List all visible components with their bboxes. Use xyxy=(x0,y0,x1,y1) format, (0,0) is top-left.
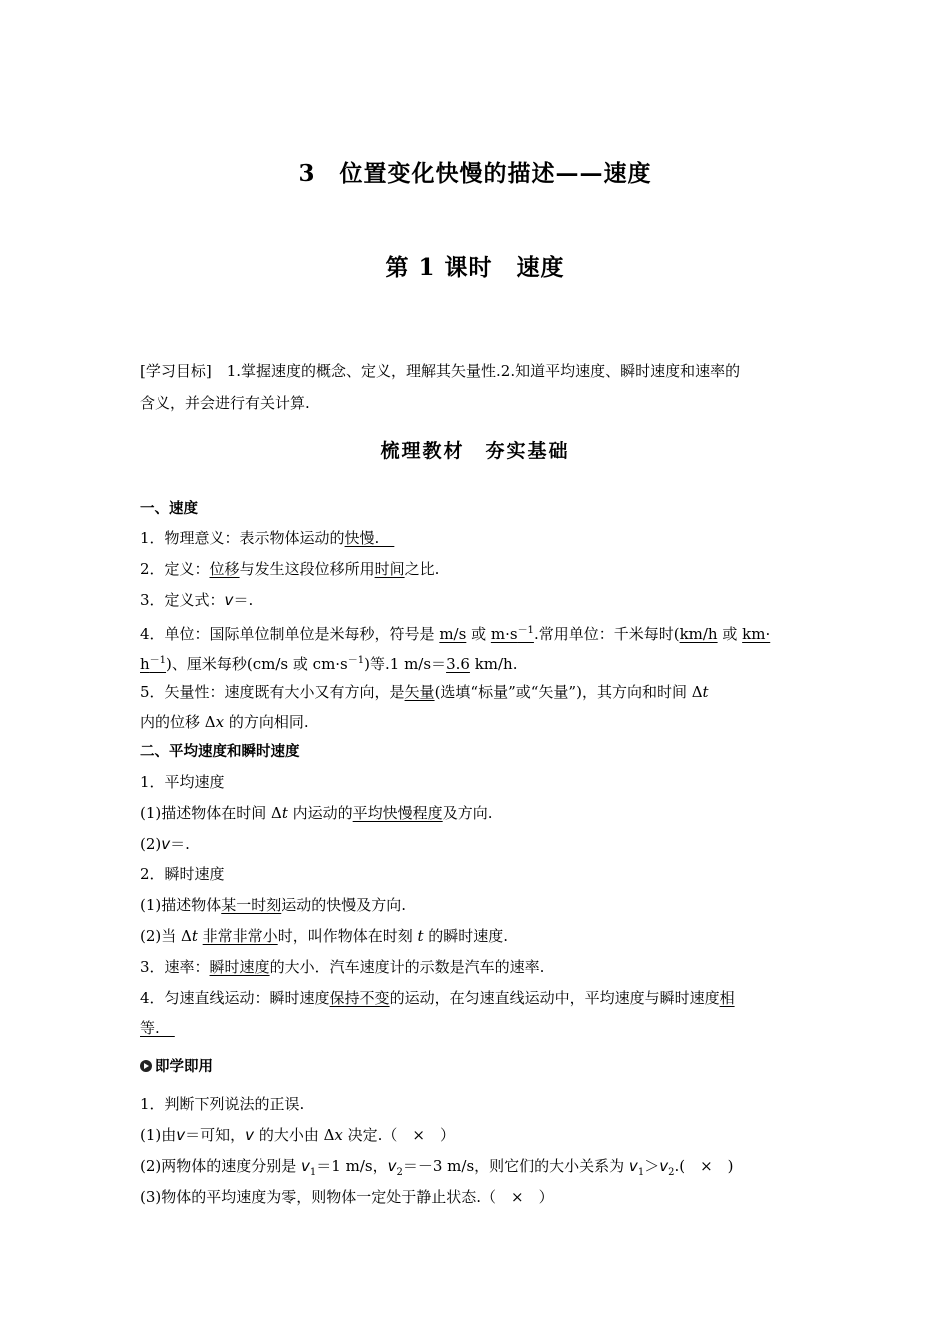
part1-item4-line1 xyxy=(140,621,812,644)
variable: x xyxy=(334,1126,343,1144)
practice-q1c: (3)物体的平均速度为零，则物体一定处于静止状态.（ × ） xyxy=(140,1188,554,1206)
part1-heading: 一、速度 xyxy=(140,501,198,517)
text: 或 xyxy=(466,625,491,643)
blank-answer: 位移 xyxy=(209,560,240,578)
text: 的运动，在匀速直线运动中，平均速度与瞬时速度 xyxy=(389,989,720,1007)
text: 或 xyxy=(717,625,743,643)
variable: t xyxy=(191,927,198,945)
play-circle-icon xyxy=(140,1060,152,1072)
text: km/h. xyxy=(469,655,518,673)
variable: v xyxy=(176,1126,186,1144)
text: 的瞬时速度. xyxy=(423,927,509,945)
text: (2)当 Δ xyxy=(140,927,192,945)
practice-q1b xyxy=(140,1156,812,1183)
blank-answer: 等. xyxy=(140,1019,175,1037)
text: 4．单位：国际单位制单位是米每秒，符号是 xyxy=(140,625,440,643)
text: h xyxy=(140,655,150,673)
blank-answer: 相 xyxy=(719,989,735,1007)
blank-answer: 瞬时速度 xyxy=(209,958,270,976)
superscript: －1 xyxy=(149,655,167,666)
text: 内运动的 xyxy=(287,804,353,822)
blank-answer: m/s xyxy=(439,625,467,643)
subscript: 1 xyxy=(309,1167,317,1178)
text: 的大小．汽车速度计的示数是汽车的速率. xyxy=(269,958,545,976)
objectives-line-1: [学习目标] 1.掌握速度的概念、定义，理解其矢量性.2.知道平均速度、瞬时速度和速率的 xyxy=(140,362,741,380)
variable: v xyxy=(659,1157,669,1175)
variable: v xyxy=(161,835,171,853)
superscript: －1 xyxy=(517,625,534,636)
part2-p4-line1 xyxy=(140,988,812,1008)
text: 及方向. xyxy=(442,804,493,822)
blank-answer: km/h xyxy=(679,625,718,643)
text: 的方向相同. xyxy=(224,713,309,731)
part1-item2 xyxy=(140,559,812,579)
text: (1)描述物体 xyxy=(140,896,222,914)
blank-answer: 保持不变 xyxy=(329,989,390,1007)
text: ＝－3 m/s，则它们的大小关系为 xyxy=(402,1157,629,1175)
part1-item4-line2 xyxy=(140,651,812,674)
part2-p2: 2．瞬时速度 xyxy=(140,865,225,883)
superscript: －1 xyxy=(347,655,365,666)
blank-answer: 矢量 xyxy=(404,683,435,701)
part2-p1b xyxy=(140,834,812,854)
objectives-line-2: 含义，并会进行有关计算. xyxy=(140,394,310,412)
blank-answer: 非常非常小 xyxy=(202,927,278,945)
part2-p2a xyxy=(140,895,812,915)
subscript: 1 xyxy=(637,1167,645,1178)
text: m·s xyxy=(490,625,518,643)
part2-heading: 二、平均速度和瞬时速度 xyxy=(140,744,300,760)
variable: v xyxy=(628,1157,638,1175)
variable: v xyxy=(224,591,234,609)
text: (1)描述物体在时间 Δ xyxy=(140,804,282,822)
text: 3．定义式： xyxy=(140,591,225,609)
variable: x xyxy=(215,713,225,731)
text: ＞ xyxy=(644,1157,660,1175)
text: ＝1 m/s， xyxy=(316,1157,388,1175)
text: 内的位移 Δ xyxy=(140,713,216,731)
blank-answer: 平均快慢程度 xyxy=(352,804,443,822)
text: 决定.（ × ） xyxy=(342,1126,455,1144)
lesson-title: 第 1 课时 速度 xyxy=(385,254,565,281)
chapter-title: 3 位置变化快慢的描述——速度 xyxy=(298,160,652,187)
text: ＝. xyxy=(233,591,254,609)
practice-heading xyxy=(140,1057,812,1077)
part1-item5-line1 xyxy=(140,682,812,702)
text: )等.1 m/s＝ xyxy=(364,655,447,673)
part1-item3 xyxy=(140,590,812,610)
section-title: 梳理教材 夯实基础 xyxy=(380,440,570,462)
part1-item5-line2 xyxy=(140,712,812,732)
text: 时，叫作物体在时刻 xyxy=(277,927,418,945)
text: )、厘米每秒(cm/s 或 cm·s xyxy=(166,655,348,673)
subscript: 2 xyxy=(668,1167,675,1178)
part2-p2b xyxy=(140,926,812,946)
variable: v xyxy=(387,1157,397,1175)
text: .常用单位：千米每时( xyxy=(533,625,680,643)
text: 即学即用 xyxy=(155,1059,213,1075)
variable: v xyxy=(245,1126,255,1144)
text: 4．匀速直线运动：瞬时速度 xyxy=(140,989,330,1007)
variable: v xyxy=(301,1157,310,1175)
blank-answer: 快慢. xyxy=(344,529,395,547)
part2-p1: 1．平均速度 xyxy=(140,773,225,791)
blank-answer xyxy=(140,655,166,673)
blank-answer: km· xyxy=(742,625,771,643)
part2-p1a xyxy=(140,803,812,823)
text: ＝. xyxy=(170,835,190,853)
blank-answer: 时间 xyxy=(374,560,405,578)
text: 之比. xyxy=(404,560,440,578)
text: (2) xyxy=(140,835,162,853)
variable: t xyxy=(281,804,288,822)
blank-answer: 某一时刻 xyxy=(221,896,282,914)
text: 2．定义： xyxy=(140,560,210,578)
text: .( × ) xyxy=(674,1157,734,1175)
text: (选填“标量”或“矢量”)，其方向和时间 Δ xyxy=(434,683,703,701)
part2-p3 xyxy=(140,957,812,977)
subscript: 2 xyxy=(396,1167,403,1178)
text: 3．速率： xyxy=(140,958,210,976)
text: 5．矢量性：速度既有大小又有方向，是 xyxy=(140,683,405,701)
practice-q1a xyxy=(140,1125,812,1145)
blank-answer: 3.6 xyxy=(446,655,470,673)
text: (1)由 xyxy=(140,1126,177,1144)
text: (2)两物体的速度分别是 xyxy=(140,1157,302,1175)
blank-answer xyxy=(491,625,534,643)
practice-q1: 1．判断下列说法的正误. xyxy=(140,1095,305,1113)
text: 与发生这段位移所用 xyxy=(239,560,375,578)
text: 1．物理意义：表示物体运动的 xyxy=(140,529,345,547)
variable: t xyxy=(702,683,709,701)
part2-p4-line2 xyxy=(140,1018,812,1038)
text: 运动的快慢及方向. xyxy=(281,896,407,914)
part1-item1 xyxy=(140,528,812,548)
variable: t xyxy=(417,927,424,945)
text: ＝可知， xyxy=(185,1126,246,1144)
text: 的大小由 Δ xyxy=(254,1126,335,1144)
